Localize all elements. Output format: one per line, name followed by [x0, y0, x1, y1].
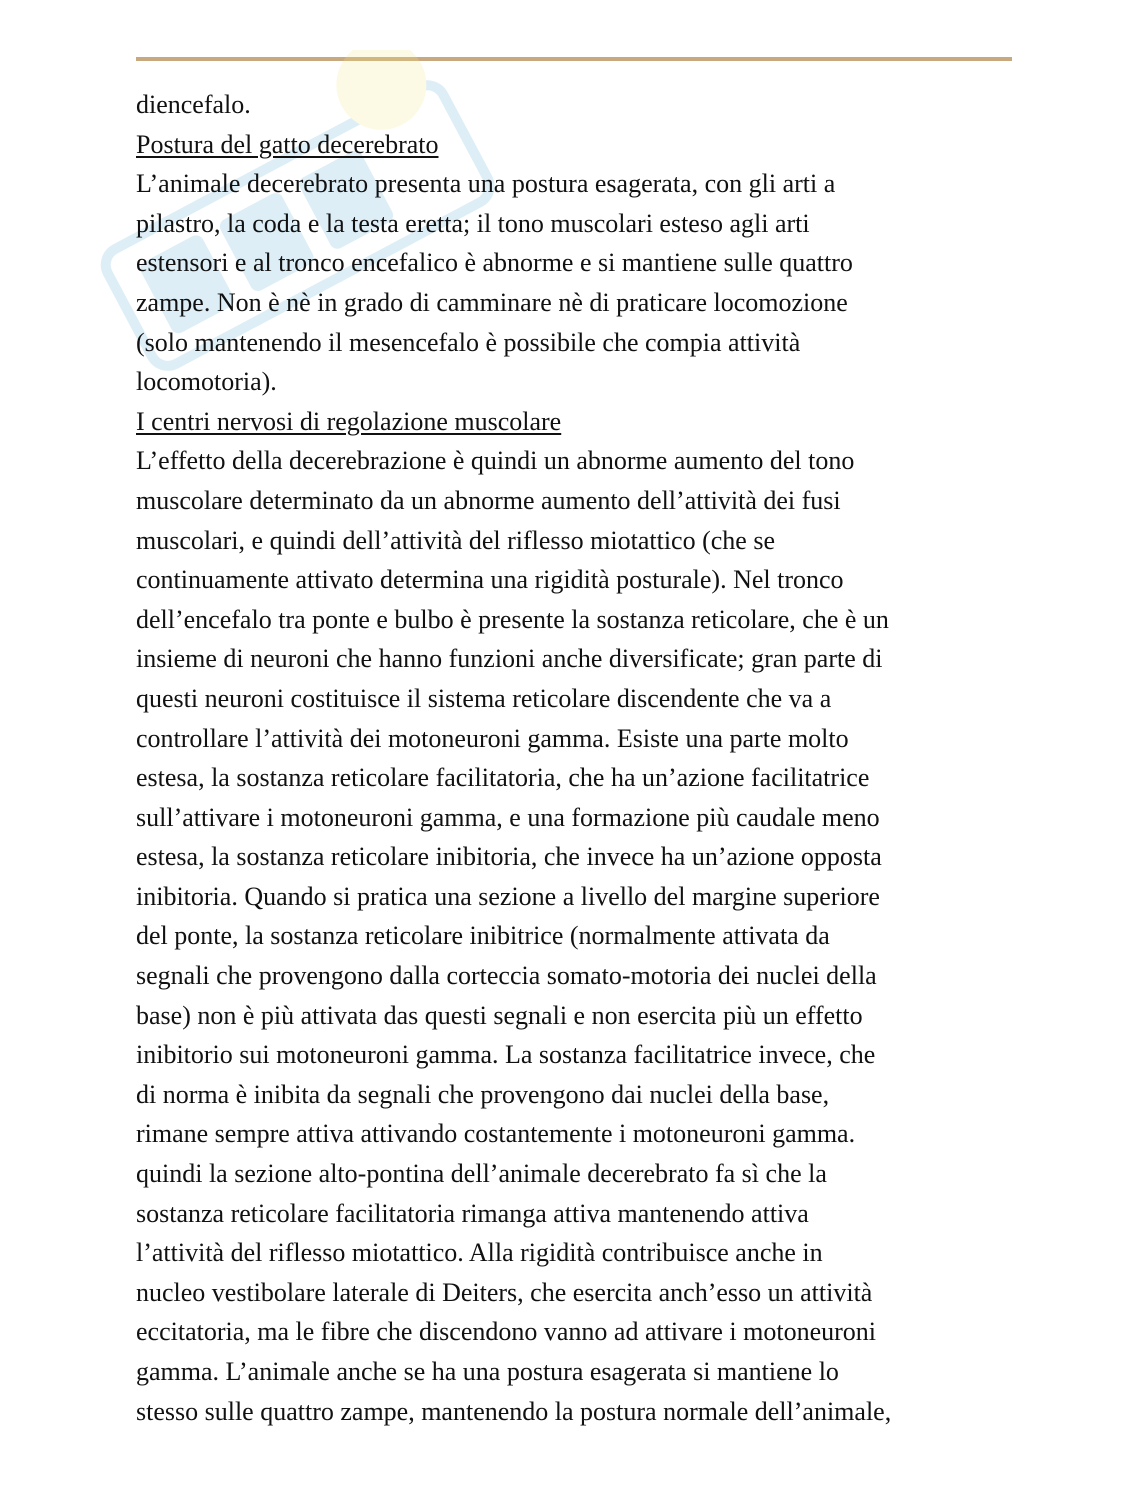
text-line: base) non è più attivata das questi segnali e non esercita più un effetto — [136, 1000, 863, 1030]
text-line: del ponte, la sostanza reticolare inibitrice (normalmente attivata da — [136, 921, 830, 951]
section-heading: Postura del gatto decerebrato — [136, 129, 439, 159]
page-text — [136, 85, 1016, 1431]
text-line: insieme di neuroni che hanno funzioni anche diversificate; gran parte di — [136, 644, 883, 674]
text-line: locomotoria). — [136, 367, 277, 397]
text-line: inibitoria. Quando si pratica una sezione a livello del margine superiore — [136, 881, 880, 911]
text-line: nucleo vestibolare laterale di Deiters, che esercita anch’esso un attività — [136, 1277, 873, 1307]
text-line: L’animale decerebrato presenta una postura esagerata, con gli arti a — [136, 169, 836, 199]
text-line: sostanza reticolare facilitatoria rimanga attiva mantenendo attiva — [136, 1198, 809, 1228]
text-line: muscolare determinato da un abnorme aumento dell’attività dei fusi — [136, 485, 841, 515]
text-line: controllare l’attività dei motoneuroni gamma. Esiste una parte molto — [136, 723, 849, 753]
text-line: L’effetto della decerebrazione è quindi un abnorme aumento del tono — [136, 446, 855, 476]
section-heading: I centri nervosi di regolazione muscolare — [136, 406, 562, 436]
text-line: gamma. L’animale anche se ha una postura esagerata si mantiene lo — [136, 1357, 839, 1386]
text-line: l’attività del riflesso miotattico. Alla rigidità contribuisce anche in — [136, 1238, 823, 1268]
text-line: questi neuroni costituisce il sistema reticolare discendente che va a — [136, 683, 832, 713]
text-line: estensori e al tronco encefalico è abnorme e si mantiene sulle quattro — [136, 248, 853, 278]
text-line: rimane sempre attiva attivando costantemente i motoneuroni gamma. — [136, 1119, 856, 1149]
text-line: estesa, la sostanza reticolare inibitoria, che invece ha un’azione opposta — [136, 842, 882, 872]
text-line: sull’attivare i motoneuroni gamma, e una formazione più caudale meno — [136, 802, 880, 832]
text-line: di norma è inibita da segnali che provengono dai nuclei della base, — [136, 1079, 830, 1109]
text-line: (solo mantenendo il mesencefalo è possibile che compia attività — [136, 327, 801, 357]
text-line: eccitatoria, ma le fibre che discendono vanno ad attivare i motoneuroni — [136, 1317, 876, 1347]
text-line: pilastro, la coda e la testa eretta; il tono muscolari esteso agli arti — [136, 208, 810, 238]
text-line: estesa, la sostanza reticolare facilitatoria, che ha un’azione facilitatrice — [136, 763, 870, 793]
text-line: zampe. Non è nè in grado di camminare nè di praticare locomozione — [136, 287, 848, 317]
text-line: inibitorio sui motoneuroni gamma. La sostanza facilitatrice invece, che — [136, 1040, 876, 1070]
text-line: continuamente attivato determina una rigidità posturale). Nel tronco — [136, 565, 844, 595]
text-line: quindi la sezione alto-pontina dell’animale decerebrato fa sì che la — [136, 1159, 827, 1189]
header-rule — [136, 57, 1012, 61]
text-line: diencefalo. — [136, 90, 251, 119]
text-line: dell’encefalo tra ponte e bulbo è presente la sostanza reticolare, che è un — [136, 604, 889, 634]
text-line: muscolari, e quindi dell’attività del riflesso miotattico (che se — [136, 525, 775, 555]
text-line: stesso sulle quattro zampe, mantenendo la postura normale dell’animale, — [136, 1396, 892, 1426]
text-line: segnali che provengono dalla corteccia somato-motoria dei nuclei della — [136, 961, 877, 991]
